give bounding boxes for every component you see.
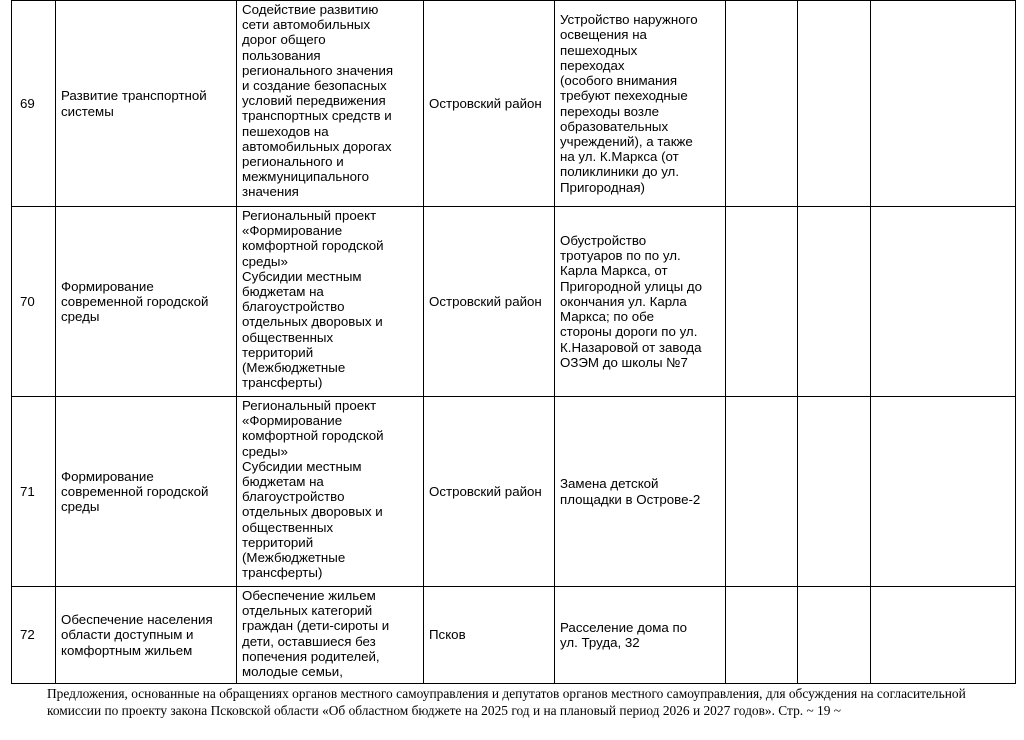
- empty-cell: [726, 397, 798, 587]
- measure-cell: Региональный проект «Формирование комфортной городской среды» Субсидии местным бюджетам на благоустройство отдельных дворовых и общественных территорий (Межбюджетные трансферты): [237, 207, 424, 397]
- row-number: 71: [12, 397, 56, 587]
- empty-cell: [726, 587, 798, 684]
- proposal-cell: Обустройство тротуаров по по ул. Карла Маркса, от Пригородной улицы до окончания ул. Карла Маркса; по обе стороны дороги по ул. К.Назаровой от завода ОЗЭМ до школы №7: [555, 207, 726, 397]
- measure-cell: Региональный проект «Формирование комфортной городской среды» Субсидии местным бюджетам на благоустройство отдельных дворовых и общественных территорий (Межбюджетные трансферты): [237, 397, 424, 587]
- empty-cell: [726, 1, 798, 207]
- row-number: 69: [12, 1, 56, 207]
- empty-cell: [871, 1, 1016, 207]
- table-row: [12, 1, 1016, 207]
- table-row: [12, 397, 1016, 587]
- empty-cell: [798, 207, 871, 397]
- row-number: 72: [12, 587, 56, 684]
- empty-cell: [798, 1, 871, 207]
- program-cell: Развитие транспортной системы: [56, 1, 237, 207]
- municipality-cell: Островский район: [424, 1, 555, 207]
- page-footer: Предложения, основанные на обращениях органов местного самоуправления и депутатов органов местного самоуправления, для обсуждения на согласительной комиссии по проекту закона Псковской области «Об областном бюджете на 2025 год и на плановый период 2026 и 2027 годов». Стр. ~ 19 ~: [47, 686, 966, 718]
- table-row: [12, 587, 1016, 684]
- measure-cell: Обеспечение жильем отдельных категорий граждан (дети-сироты и дети, оставшиеся без попечения родителей, молодые семьи,: [237, 587, 424, 684]
- proposal-cell: Замена детской площадки в Острове-2: [555, 397, 726, 587]
- empty-cell: [871, 587, 1016, 684]
- program-cell: Формирование современной городской среды: [56, 207, 237, 397]
- empty-cell: [871, 207, 1016, 397]
- row-number: 70: [12, 207, 56, 397]
- municipality-cell: Островский район: [424, 397, 555, 587]
- municipality-cell: Островский район: [424, 207, 555, 397]
- empty-cell: [726, 207, 798, 397]
- proposal-cell: Устройство наружного освещения на пешеходных переходах (особого внимания требуют пехеходные переходы возле образовательных учреждений), а также на ул. К.Маркса (от поликлиники до ул. Пригородная): [555, 1, 726, 207]
- measure-cell: Содействие развитию сети автомобильных дорог общего пользования регионального значения и создание безопасных условий передвижения транспортных средств и пешеходов на автомобильных дорогах регионального и межмуниципального значения: [237, 1, 424, 207]
- program-cell: Обеспечение населения области доступным и комфортным жильем: [56, 587, 237, 684]
- empty-cell: [798, 587, 871, 684]
- table-row: [12, 207, 1016, 397]
- proposal-cell: Расселение дома по ул. Труда, 32: [555, 587, 726, 684]
- budget-proposals-table: [11, 0, 1016, 684]
- municipality-cell: Псков: [424, 587, 555, 684]
- empty-cell: [871, 397, 1016, 587]
- program-cell: Формирование современной городской среды: [56, 397, 237, 587]
- empty-cell: [798, 397, 871, 587]
